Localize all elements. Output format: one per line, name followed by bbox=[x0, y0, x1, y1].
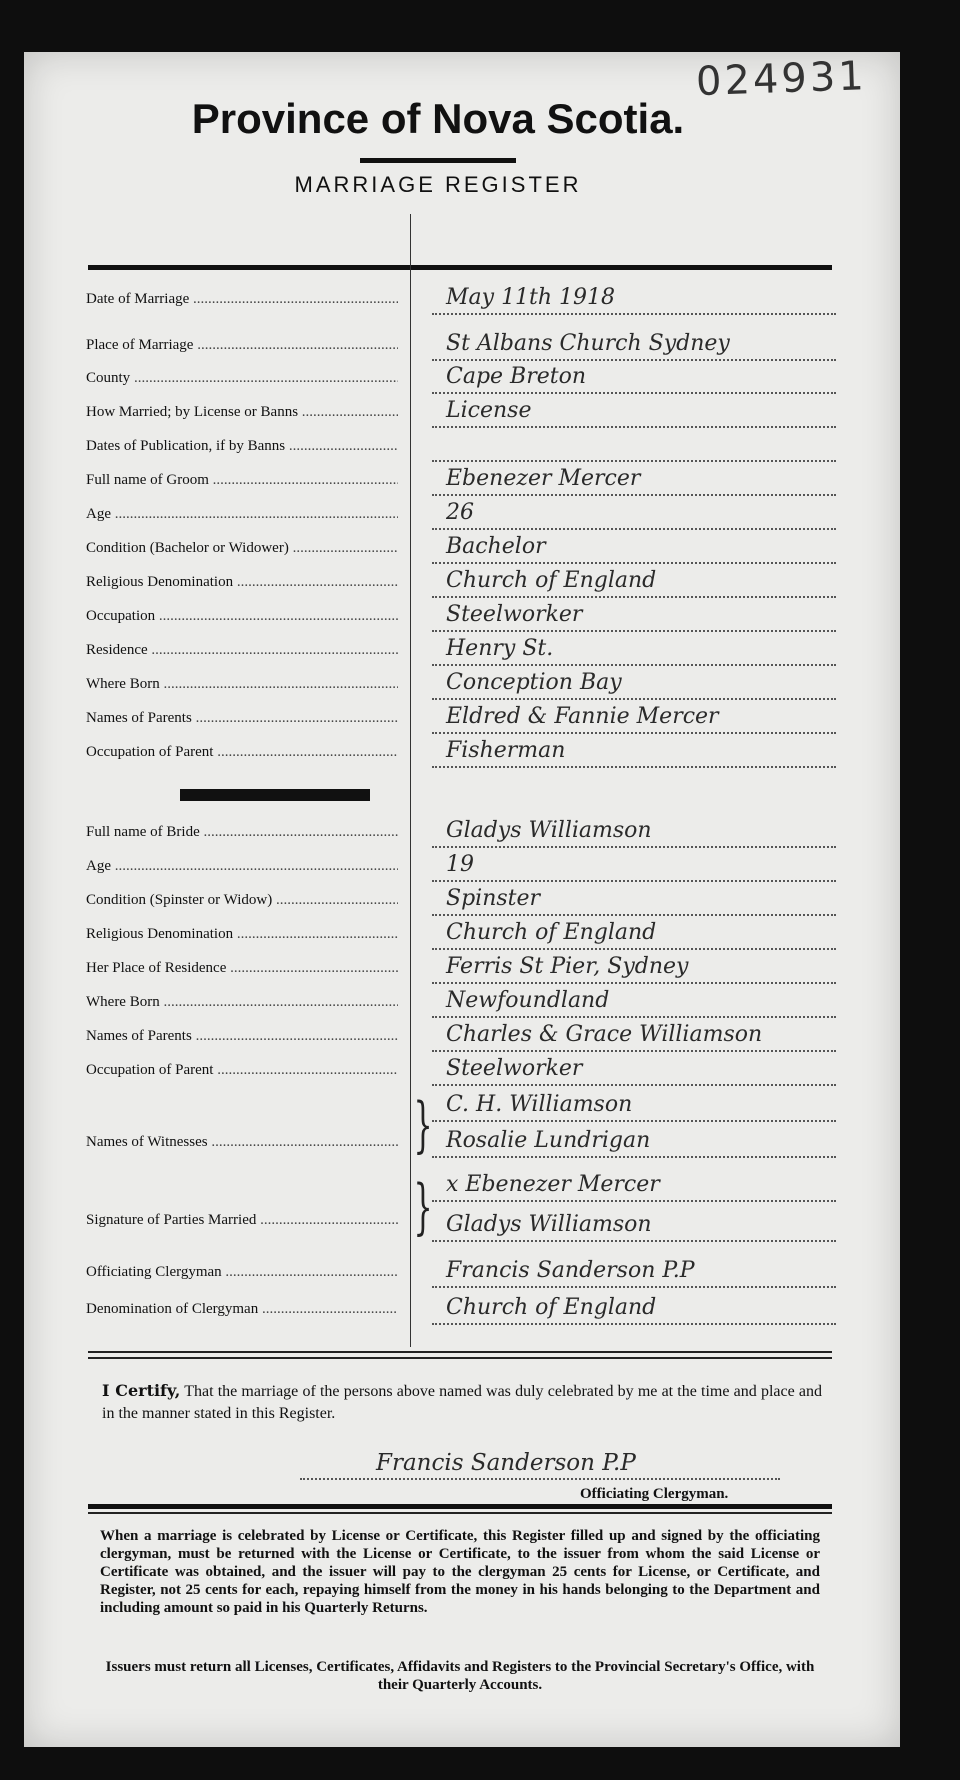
field-value: Newfoundland bbox=[432, 988, 836, 1018]
field-officiating-clergyman bbox=[86, 1258, 836, 1288]
field-label: Occupation of Parent ..... bbox=[86, 1062, 398, 1084]
field-bride-religion bbox=[86, 920, 836, 950]
field-value: Ferris St Pier, Sydney bbox=[432, 954, 836, 984]
footer-rule bbox=[88, 1512, 832, 1514]
field-groom-birthplace bbox=[86, 670, 836, 700]
field-bride-birthplace bbox=[86, 988, 836, 1018]
field-label: Dates of Publication, if by Banns ..... bbox=[86, 438, 398, 460]
field-value: Steelworker bbox=[432, 1056, 836, 1086]
field-label: Residence ..... bbox=[86, 642, 398, 664]
brace-icon: } bbox=[413, 1172, 433, 1242]
certify-lead: I Certify, bbox=[102, 1381, 181, 1400]
section-rule bbox=[88, 1351, 832, 1353]
field-label: Condition (Bachelor or Widower) ..... bbox=[86, 540, 398, 562]
field-label: How Married; by License or Banns ..... bbox=[86, 404, 398, 426]
field-label: Occupation of Parent ..... bbox=[86, 744, 398, 766]
section-divider-bar bbox=[180, 789, 370, 801]
field-value bbox=[432, 432, 836, 462]
field-value: Ebenezer Mercer bbox=[432, 466, 836, 496]
field-value: Henry St. bbox=[432, 636, 836, 666]
field-label: Signature of Parties Married ..... bbox=[86, 1212, 398, 1234]
field-label: Occupation ..... bbox=[86, 608, 398, 630]
field-groom-age bbox=[86, 500, 836, 530]
field-dates-of-publication bbox=[86, 432, 836, 462]
title-divider bbox=[360, 158, 516, 163]
field-bride-parents bbox=[86, 1022, 836, 1052]
field-county bbox=[86, 364, 836, 394]
field-label: Names of Witnesses ..... bbox=[86, 1134, 398, 1156]
field-value: Gladys Williamson bbox=[432, 818, 836, 848]
field-value: Church of England bbox=[432, 920, 836, 950]
field-value: May 11th 1918 bbox=[432, 285, 836, 315]
witness-1: C. H. Williamson bbox=[432, 1092, 836, 1122]
field-label: Condition (Spinster or Widow) ..... bbox=[86, 892, 398, 914]
field-label: Names of Parents ..... bbox=[86, 1028, 398, 1050]
field-groom-religion bbox=[86, 568, 836, 598]
field-label: Age ..... bbox=[86, 858, 398, 880]
field-label: Denomination of Clergyman ..... bbox=[86, 1301, 398, 1323]
field-clergy-denomination bbox=[86, 1295, 836, 1325]
field-label: Date of Marriage ..... bbox=[86, 291, 398, 313]
field-value: License bbox=[432, 398, 836, 428]
field-value: Church of England bbox=[432, 568, 836, 598]
field-value: Fisherman bbox=[432, 738, 836, 768]
field-value: Cape Breton bbox=[432, 364, 836, 394]
section-rule bbox=[88, 1357, 832, 1359]
field-value: Francis Sanderson P.P bbox=[432, 1258, 836, 1288]
certify-text: That the marriage of the persons above named was duly celebrated by me at the time and place and in the manner stated in this Register. bbox=[102, 1383, 822, 1422]
field-label: Where Born ..... bbox=[86, 676, 398, 698]
clergy-signature: Francis Sanderson P.P bbox=[300, 1450, 780, 1480]
field-bride-parent-occupation bbox=[86, 1056, 836, 1086]
field-bride-age bbox=[86, 852, 836, 882]
field-label: Religious Denomination ..... bbox=[86, 926, 398, 948]
field-label: Place of Marriage ..... bbox=[86, 337, 398, 359]
field-value: Steelworker bbox=[432, 602, 836, 632]
field-label: County ..... bbox=[86, 370, 398, 392]
certification-statement bbox=[102, 1380, 822, 1425]
document-number: 024931 bbox=[695, 53, 868, 106]
return-instructions: When a marriage is celebrated by License or Certificate, this Register filled up and signed by the officiating clergyman, must be returned with the License or Certificate, to the issuer from whom the said License or Certificate was obtained, and the issuer will pay to the clergyman 25 cents for License, or Certificate, and Register, not 25 cents for each, repaying himself from the money in his hands belonging to the Department and including amount so paid in his Quarterly Returns. bbox=[100, 1528, 820, 1616]
field-groom-parent-occupation bbox=[86, 738, 836, 768]
field-bride-residence bbox=[86, 954, 836, 984]
brace-icon: } bbox=[413, 1090, 433, 1160]
page-title: Province of Nova Scotia. bbox=[191, 95, 685, 142]
field-witnesses bbox=[86, 1092, 836, 1164]
field-groom-occupation bbox=[86, 602, 836, 632]
field-bride-name bbox=[86, 818, 836, 848]
field-label: Full name of Groom ..... bbox=[86, 472, 398, 494]
field-value: Conception Bay bbox=[432, 670, 836, 700]
field-place-of-marriage bbox=[86, 331, 836, 361]
field-bride-condition bbox=[86, 886, 836, 916]
field-label: Where Born ..... bbox=[86, 994, 398, 1016]
issuer-instructions: Issuers must return all Licenses, Certificates, Affidavits and Registers to the Provincial Secretary's Office, with their Quarterly Accounts. bbox=[105, 1659, 815, 1693]
field-label: Full name of Bride ..... bbox=[86, 824, 398, 846]
header-rule bbox=[88, 265, 832, 270]
field-value: St Albans Church Sydney bbox=[432, 331, 836, 361]
field-value: Charles & Grace Williamson bbox=[432, 1022, 836, 1052]
field-value: 19 bbox=[432, 852, 836, 882]
form-subtitle: MARRIAGE REGISTER bbox=[294, 172, 582, 197]
field-groom-parents bbox=[86, 704, 836, 734]
signature-groom: x Ebenezer Mercer bbox=[432, 1172, 836, 1202]
field-groom-condition bbox=[86, 534, 836, 564]
field-how-married bbox=[86, 398, 836, 428]
field-label: Her Place of Residence ..... bbox=[86, 960, 398, 982]
field-value: Spinster bbox=[432, 886, 836, 916]
field-label: Age ..... bbox=[86, 506, 398, 528]
field-value: 26 bbox=[432, 500, 836, 530]
witness-2: Rosalie Lundrigan bbox=[432, 1128, 836, 1158]
field-value: Eldred & Fannie Mercer bbox=[432, 704, 836, 734]
signature-bride: Gladys Williamson bbox=[432, 1212, 836, 1242]
field-parties-signatures bbox=[86, 1172, 836, 1248]
field-value: Church of England bbox=[432, 1295, 836, 1325]
signature-caption: Officiating Clergyman. bbox=[580, 1486, 729, 1502]
field-label: Officiating Clergyman ..... bbox=[86, 1264, 398, 1286]
field-label: Names of Parents ..... bbox=[86, 710, 398, 732]
field-date-of-marriage bbox=[86, 285, 836, 315]
field-groom-name bbox=[86, 466, 836, 496]
footer-rule bbox=[88, 1504, 832, 1509]
field-value: Bachelor bbox=[432, 534, 836, 564]
field-groom-residence bbox=[86, 636, 836, 666]
field-label: Religious Denomination ..... bbox=[86, 574, 398, 596]
